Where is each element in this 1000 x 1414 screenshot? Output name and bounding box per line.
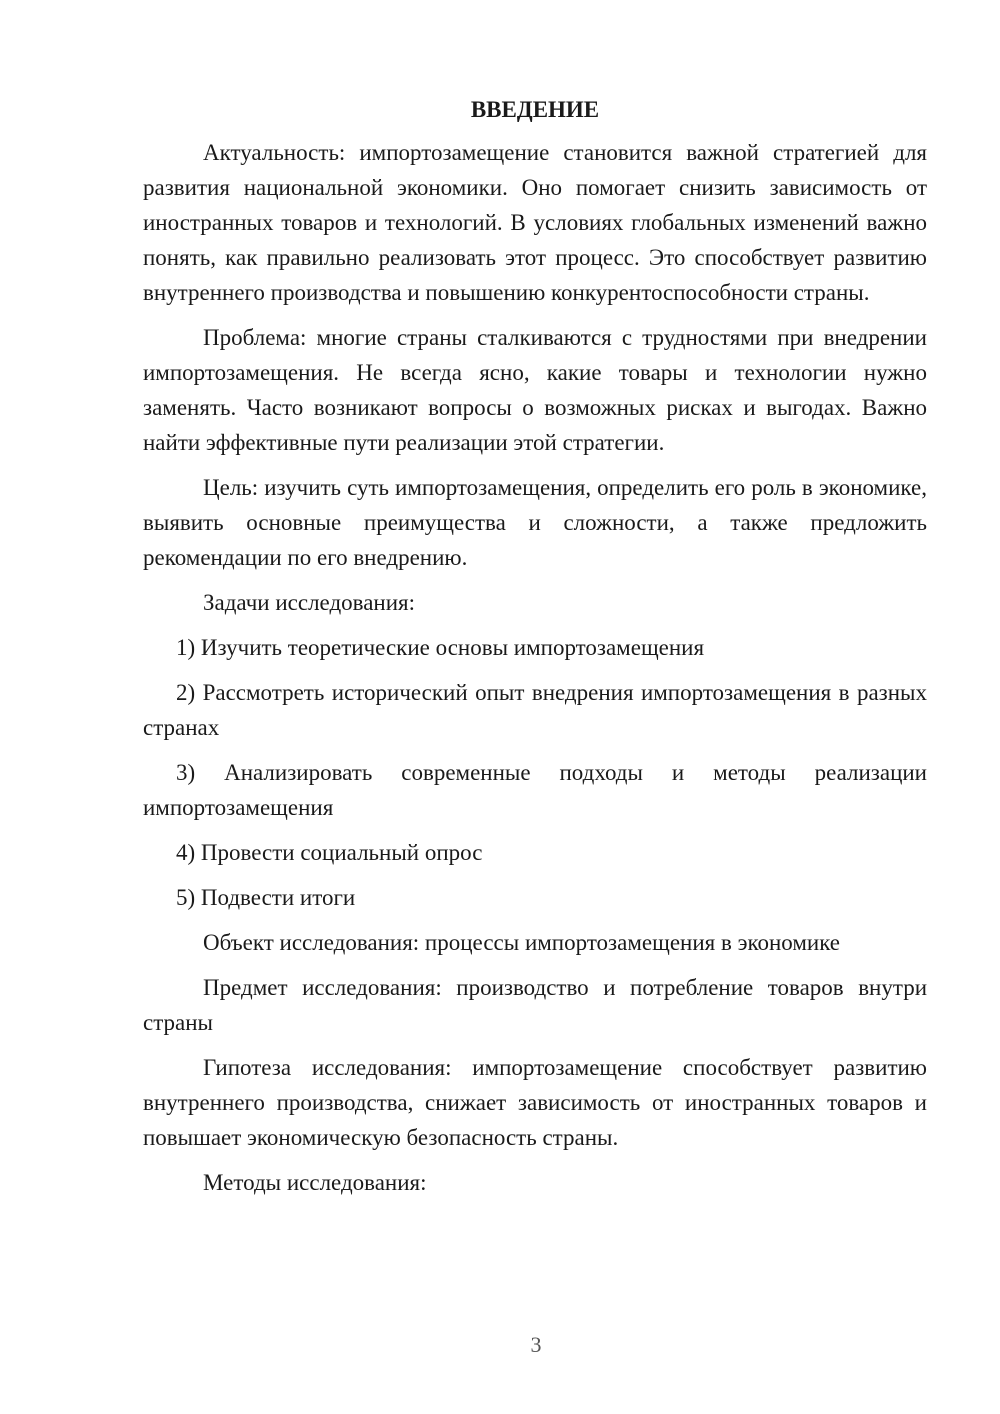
paragraph-relevance: Актуальность: импортозамещение становится важной стратегией для развития национальной экономики. Оно помогает снизить зависимость от иностранных товаров и технологий. В условиях глобальных изменений важно понять, как правильно реализовать этот процесс. Это способствует развитию внутреннего производства и повышению конкурентоспособности страны.	[143, 140, 927, 305]
task-item: 3) Анализировать современные подходы и методы реализации импортозамещения	[143, 760, 927, 820]
paragraph-methods: Методы исследования:	[203, 1170, 427, 1195]
task-item: 2) Рассмотреть исторический опыт внедрения импортозамещения в разных странах	[143, 680, 927, 740]
page-number: 3	[530, 1332, 542, 1357]
paragraph-problem: Проблема: многие страны сталкиваются с трудностями при внедрении импортозамещения. Не всегда ясно, какие товары и технологии нужно заменять. Часто возникают вопросы о возможных рисках и выгодах. Важно найти эффективные пути реализации этой стратегии.	[143, 325, 927, 455]
paragraph-goal: Цель: изучить суть импортозамещения, определить его роль в экономике, выявить основные преимущества и сложности, а также предложить рекомендации по его внедрению.	[143, 475, 927, 570]
task-item: 5) Подвести итоги	[176, 885, 356, 910]
paragraph-object: Объект исследования: процессы импортозамещения в экономике	[203, 930, 841, 955]
page-content	[143, 92, 927, 1200]
task-item: 4) Провести социальный опрос	[176, 840, 483, 865]
page-title: ВВЕДЕНИЕ	[470, 97, 600, 122]
paragraph-tasks-heading: Задачи исследования:	[203, 590, 416, 615]
paragraph-subject: Предмет исследования: производство и потребление товаров внутри страны	[143, 975, 927, 1035]
task-item: 1) Изучить теоретические основы импортозамещения	[176, 635, 705, 660]
paragraph-hypothesis: Гипотеза исследования: импортозамещение способствует развитию внутреннего производства, снижает зависимость от иностранных товаров и повышает экономическую безопасность страны.	[143, 1055, 927, 1150]
